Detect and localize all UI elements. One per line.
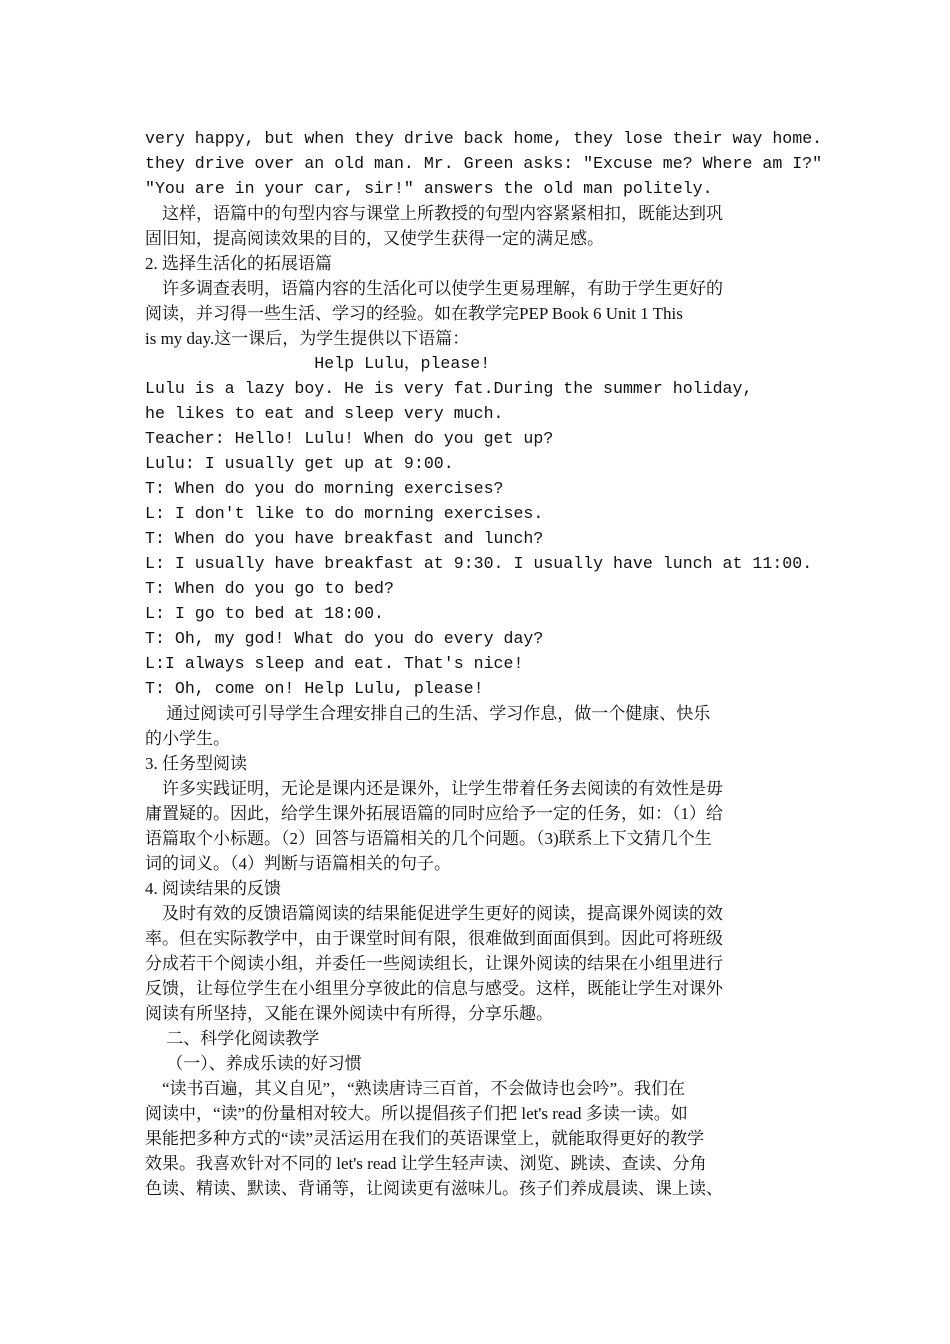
text-line: is my day.这一课后，为学生提供以下语篇： [145,329,470,348]
dialogue-line: T: Oh, my god! What do you do every day? [145,629,544,648]
text-line: 这样，语篇中的句型内容与课堂上所教授的句型内容紧紧相扣，既能达到巩 [145,204,723,223]
text-line: 效果。我喜欢针对不同的 let's read 让学生轻声读、浏览、跳读、查读、分角 [145,1154,707,1173]
text-line: 及时有效的反馈语篇阅读的结果能促进学生更好的阅读，提高课外阅读的效 [145,904,723,923]
text-line: they drive over an old man. Mr. Green asks: "Excuse me? Where am I?" [145,154,823,173]
section-heading: 4. 阅读结果的反馈 [145,879,281,898]
text-line: 庸置疑的。因此，给学生课外拓展语篇的同时应给予一定的任务，如：（1）给 [145,804,723,823]
text-line: 的小学生。 [145,729,230,748]
text-line: he likes to eat and sleep very much. [145,404,504,423]
dialogue-line: T: When do you do morning exercises? [145,479,504,498]
text-line: 色读、精读、默读、背诵等，让阅读更有滋味儿。孩子们养成晨读、课上读、 [145,1179,723,1198]
text-line: Lulu is a lazy boy. He is very fat.During the summer holiday, [145,379,753,398]
text-line: “读书百遍，其义自见”，“熟读唐诗三百首，不会做诗也会吟”。我们在 [145,1079,686,1098]
dialogue-line: L:I always sleep and eat. That's nice! [145,654,524,673]
text-line: 阅读有所坚持，又能在课外阅读中有所得，分享乐趣。 [145,1004,553,1023]
passage-title: Help Lulu，please! [145,354,491,373]
dialogue-line: Lulu: I usually get up at 9:00. [145,454,454,473]
section-heading: 2. 选择生活化的拓展语篇 [145,254,332,273]
section-heading: 3. 任务型阅读 [145,754,247,773]
text-line: 果能把多种方式的“读”灵活运用在我们的英语课堂上，就能取得更好的教学 [145,1129,705,1148]
text-line: 通过阅读可引导学生合理安排自己的生活、学习作息，做一个健康、快乐 [145,704,711,723]
dialogue-line: T: Oh, come on! Help Lulu, please! [145,679,484,698]
text-line: 反馈，让每位学生在小组里分享彼此的信息与感受。这样，既能让学生对课外 [145,979,723,998]
text-line: 分成若干个阅读小组，并委任一些阅读组长，让课外阅读的结果在小组里进行 [145,954,723,973]
section-heading: 二、科学化阅读教学 [145,1029,320,1048]
text-line: 语篇取个小标题。（2）回答与语篇相关的几个问题。（3)联系上下文猜几个生 [145,829,712,848]
dialogue-line: L: I go to bed at 18:00. [145,604,384,623]
dialogue-line: L: I don't like to do morning exercises. [145,504,544,523]
text-line: 阅读中，“读”的份量相对较大。所以提倡孩子们把 let's read 多读一读。如 [145,1104,688,1123]
text-line: 阅读，并习得一些生活、学习的经验。如在教学完PEP Book 6 Unit 1 This [145,304,683,323]
dialogue-line: T: When do you go to bed? [145,579,394,598]
dialogue-line: Teacher: Hello! Lulu! When do you get up? [145,429,554,448]
text-line: 率。但在实际教学中，由于课堂时间有限，很难做到面面俱到。因此可将班级 [145,929,723,948]
text-line: "You are in your car, sir!" answers the old man politely. [145,179,713,198]
dialogue-line: L: I usually have breakfast at 9:30. I usually have lunch at 11:00. [145,554,813,573]
dialogue-line: T: When do you have breakfast and lunch? [145,529,544,548]
text-line: 许多实践证明，无论是课内还是课外，让学生带着任务去阅读的有效性是毋 [145,779,723,798]
text-line: 词的词义。（4）判断与语篇相关的句子。 [145,854,451,873]
subsection-heading: （一）、养成乐读的好习惯 [145,1054,362,1073]
text-line: 固旧知，提高阅读效果的目的，又使学生获得一定的满足感。 [145,229,604,248]
text-line: 许多调查表明，语篇内容的生活化可以使学生更易理解，有助于学生更好的 [145,279,723,298]
text-line: very happy, but when they drive back home, they lose their way home. [145,129,823,148]
